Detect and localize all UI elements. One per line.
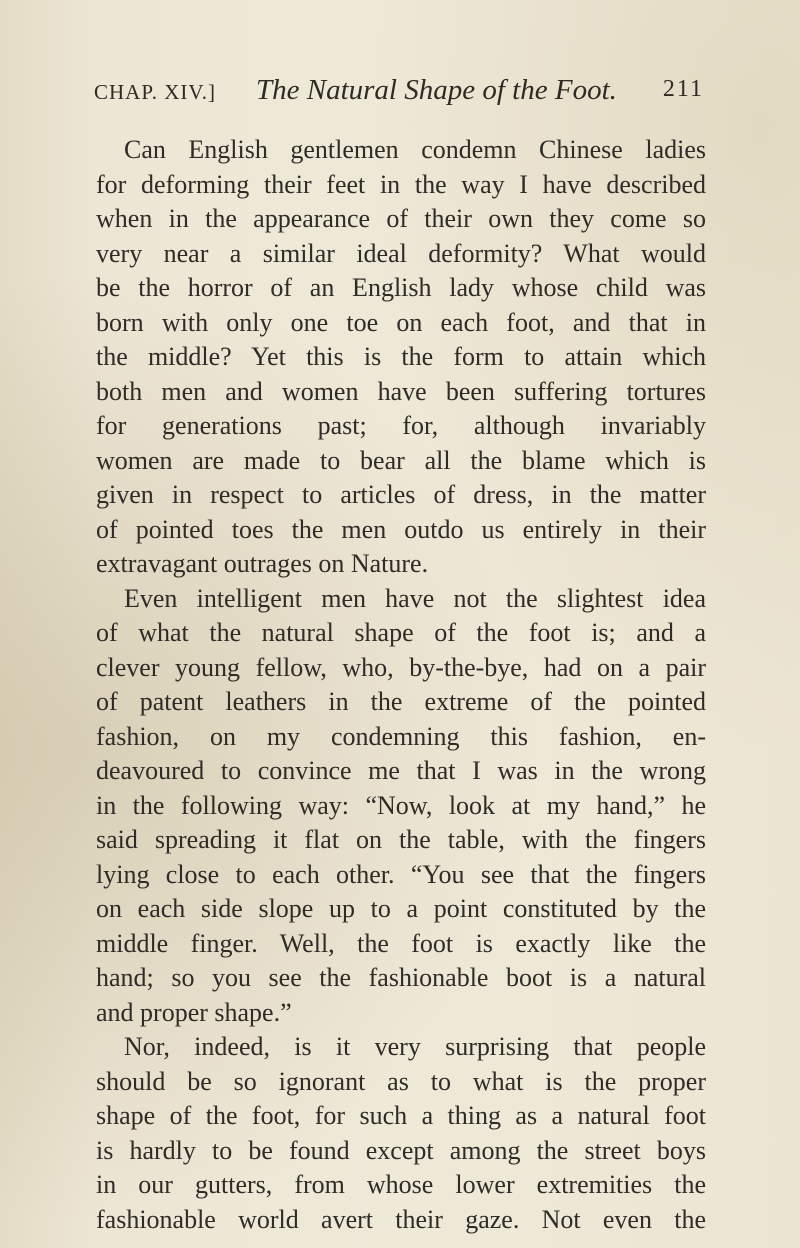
- text-line: of what the natural shape of the foot is; and a: [96, 618, 706, 647]
- text-line: of patent leathers in the extreme of the pointed: [96, 687, 706, 716]
- text-line: Even intelligent men have not the slightest idea: [124, 583, 706, 613]
- text-line: given in respect to articles of dress, in the matter: [96, 480, 706, 509]
- text-line: both men and women have been suffering tortures: [96, 376, 706, 406]
- text-line: clever young fellow, who, by-the-bye, had on a pair: [96, 652, 706, 682]
- text-line: and proper shape.”: [96, 997, 292, 1027]
- text-line: fashionable world avert their gaze. Not even the: [96, 1204, 706, 1234]
- text-line: in the following way: “Now, look at my hand,” he: [96, 790, 706, 820]
- text-line: said spreading it flat on the table, with the fingers: [96, 825, 706, 854]
- page-number: 211: [662, 76, 704, 102]
- text-line: of pointed toes the men outdo us entirely in their: [96, 514, 706, 544]
- text-line: for generations past; for, although invariably: [96, 411, 706, 440]
- body-text: [96, 133, 706, 1237]
- page-title: The Natural Shape of the Foot.: [256, 74, 617, 106]
- text-line: in our gutters, from whose lower extremities the: [96, 1170, 706, 1199]
- text-line: very near a similar ideal deformity? What would: [96, 238, 706, 268]
- chapter-label: CHAP. XIV.]: [94, 80, 217, 104]
- text-line: is hardly to be found except among the street boys: [96, 1135, 706, 1165]
- text-line: extravagant outrages on Nature.: [96, 549, 429, 578]
- text-line: fashion, on my condemning this fashion, en-: [96, 721, 706, 751]
- text-line: for deforming their feet in the way I have described: [96, 169, 706, 199]
- text-line: women are made to bear all the blame which is: [96, 445, 706, 475]
- text-line: born with only one toe on each foot, and that in: [96, 307, 706, 337]
- text-line: shape of the foot, for such a thing as a natural foot: [96, 1101, 706, 1130]
- text-line: deavoured to convince me that I was in the wrong: [96, 756, 706, 785]
- text-line: on each side slope up to a point constituted by the: [96, 894, 706, 923]
- text-line: Can English gentlemen condemn Chinese ladies: [124, 135, 706, 164]
- text-line: hand; so you see the fashionable boot is a natural: [96, 963, 706, 992]
- text-line: middle finger. Well, the foot is exactly like the: [96, 928, 706, 958]
- text-line: when in the appearance of their own they come so: [96, 204, 706, 233]
- text-line: be the horror of an English lady whose child was: [96, 273, 706, 302]
- text-line: the middle? Yet this is the form to attain which: [96, 342, 706, 371]
- text-line: should be so ignorant as to what is the proper: [96, 1066, 706, 1096]
- running-head: [94, 74, 704, 114]
- text-line: Nor, indeed, is it very surprising that people: [124, 1032, 706, 1061]
- text-line: lying close to each other. “You see that the fingers: [96, 859, 706, 889]
